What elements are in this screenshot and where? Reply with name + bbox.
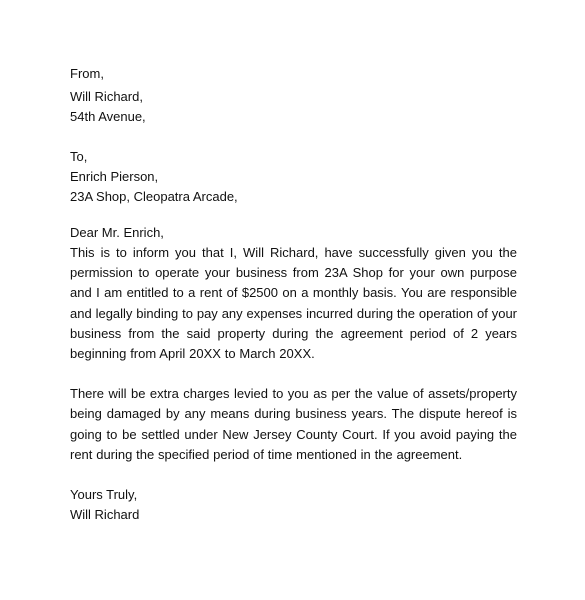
recipient-block (70, 147, 517, 207)
closing-label: Yours Truly, (70, 487, 138, 503)
closing-block (70, 485, 517, 525)
sender-address: 54th Avenue, (70, 109, 146, 124)
closing-name: Will Richard (70, 507, 140, 523)
to-label: To, (70, 149, 88, 164)
sender-block (70, 64, 517, 127)
from-label: From, (70, 66, 104, 81)
sender-name: Will Richard, (70, 89, 143, 104)
salutation: Dear Mr. Enrich, (70, 225, 164, 240)
letter-body (70, 64, 517, 525)
paragraph-2: There will be extra charges levied to you as per the value of assets/property being damaged by any means during business years. The dispute hereof is going to be settled under New Jersey County Court. If you avoid paying the rent during the specified period of time mentioned in the agreement. (70, 386, 517, 462)
recipient-name: Enrich Pierson, (70, 169, 159, 184)
recipient-address: 23A Shop, Cleopatra Arcade, (70, 189, 238, 204)
paragraph-1: This is to inform you that I, Will Richard, have successfully given you the permission to operate your business from 23A Shop for your own purpose and I am entitled to a rent of $2500 on a monthly basis. You are responsible and legally binding to pay any expenses incurred during the operation of your business from the said property during the agreement period of 2 years beginning from April 20XX to March 20XX. (70, 245, 517, 362)
